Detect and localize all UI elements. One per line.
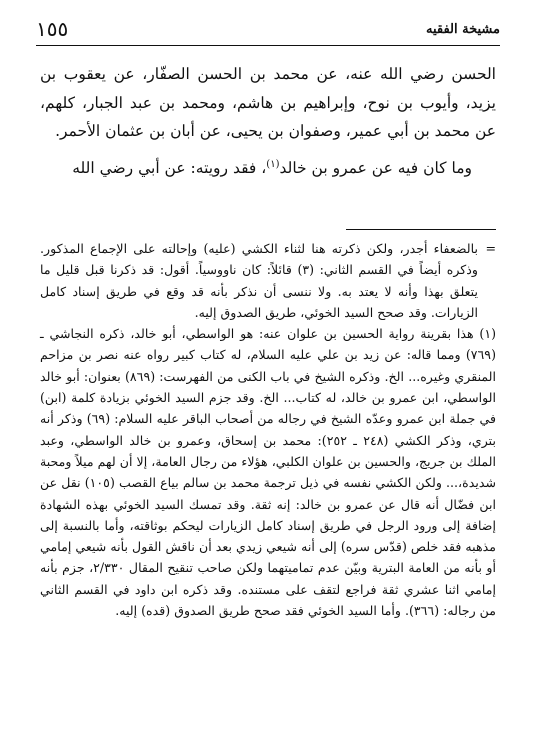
footnote-continuation: [40, 238, 496, 323]
footnote-continuation-text: بالضعفاء أجدر، ولكن ذكرته هنا لثناء الكشي (عليه) وإحالته على الإجماع المذكور. وذكره أيضاً في القسم الثاني: (٣) قائلاً: كان ناووسياً. أقول: قد ذكرنا قبل قليل ما يتعلق بهذا وأنه لا يعتد به. ولا ننسى أن نذكر بأنه قد وقع في طريق إسناد كامل الزيارات. وقد صحح السيد الخوئي، طريق الصدوق إليه.: [40, 241, 478, 320]
main-text-run: ، فقد رويته: عن أبي رضي الله: [72, 158, 267, 177]
main-paragraph: [40, 154, 496, 183]
footnote-separator: [346, 229, 496, 230]
footnote-reference: (١): [266, 158, 280, 170]
header-rule: [36, 45, 500, 46]
main-text-run: وما كان فيه عن عمرو بن خالد: [279, 158, 472, 177]
page-number: ١٥٥: [36, 17, 69, 41]
footnotes: [40, 238, 496, 621]
main-text: [40, 60, 496, 182]
running-title: مشيخة الفقيه: [426, 21, 500, 37]
page-header: [36, 14, 500, 44]
continuation-mark: =: [485, 241, 496, 256]
main-paragraph: الحسن رضي الله عنه، عن محمد بن الحسن الصفّار، عن يعقوب بن يزيد، وأيوب بن نوح، وإبراهيم بن هاشم، ومحمد بن عبد الجبار، كلهم، عن محمد بن أبي عمير، وصفوان بن يحيى، عن أبان بن عثمان الأحمر.: [40, 65, 496, 140]
footnote-1: (١) هذا بقرينة رواية الحسين بن علوان عنه: هو الواسطي، أبو خالد، ذكره النجاشي ـ (٧٦٩) ومما قاله: عن زيد بن علي عليه السلام، له كتاب كبير رواه عنه نصر بن مزاحم المنقري وغيره... الخ. وذكره الشيخ في باب الكنى من الفهرست: (٨٦٩) بعنوان: أبو خالد الواسطي، ابن عمرو بن خالد، له كتاب... الخ. وقد جزم السيد الخوئي بزيادة كلمة (ابن) في جملة ابن عمرو وعدّه الشيخ في رجاله من أصحاب الباقر عليه السلام: (٦٩) وذكر أنه بتري، وذكر الكشي (٢٤٨ ـ ٢٥٢): محمد بن إسحاق، وعمرو بن خالد الواسطي، وعبد الملك بن جريج، والحسين بن علوان الكلبي، هؤلاء من رجال العامة، إلا أن لهم ميلاً ومحبة شديدة،... ولكن الكشي نفسه في ذيل ترجمة محمد بن سالم بياع القصب (١٠٥) نقل عن ابن فضّال أنه قال عن عمرو بن خالد: إنه ثقة. وقد تمسك السيد الخوئي بهذه الشهادة إضافة إلى ورود الرجل في طريق إسناد كامل الزيارات ليحكم بوثاقته، وأما بالنسبة إلى مذهبه فقد خلص (قدّس سره) إلى أنه شيعي زيدي بعد أن ناقش القول بأنه شيعي إمامي أو بأنه من العامة البترية وبيّن عدم تماميتهما ولكن صاحب تنقيح المقال ٢/٣٣٠، جزم بأنه إمامي اثنا عشري ثقة فراجع لتقف على مستنده. وقد ذكره ابن داود في القسم الثاني من رجاله: (٣٦٦). وأما السيد الخوئي فقد صحح طريق الصدوق (قده) إليه.: [40, 326, 497, 619]
